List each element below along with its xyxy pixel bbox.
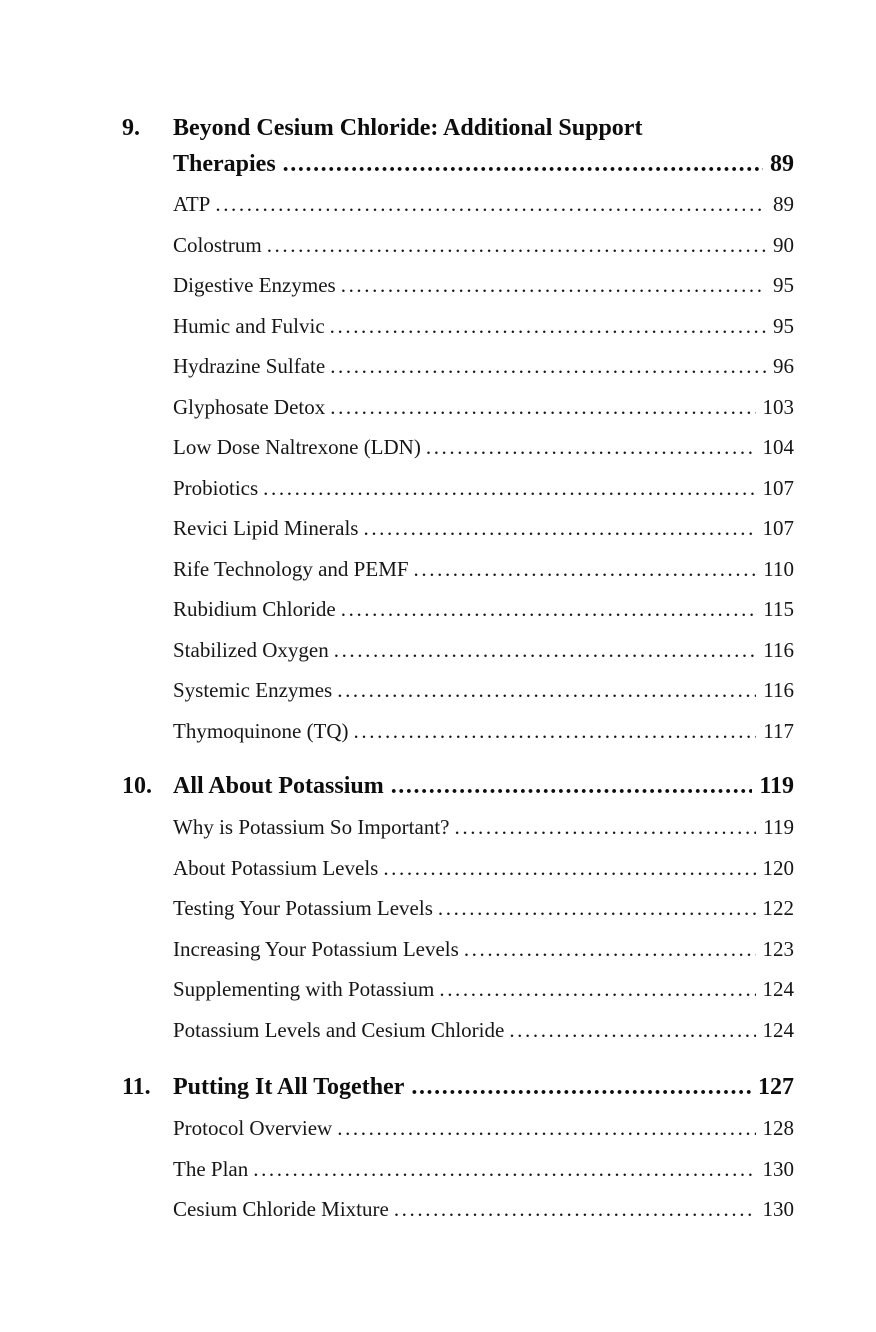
entry-title: Humic and Fulvic: [173, 313, 325, 338]
entry-title: Supplementing with Potassium: [173, 977, 435, 1001]
entry-title: Protocol Overview: [173, 1116, 333, 1140]
dot-leader: [330, 387, 755, 428]
entry-page-number: 122: [762, 896, 794, 920]
chapter-page-number: 127: [758, 1074, 794, 1100]
toc-entry[interactable]: [122, 969, 794, 1010]
entry-page-number: 96: [773, 354, 794, 378]
toc-entry[interactable]: [122, 508, 794, 549]
toc-entry[interactable]: [122, 346, 794, 387]
entry-title: Testing Your Potassium Levels: [173, 896, 433, 920]
dot-leader: [438, 888, 756, 929]
chapter-section-10: [122, 768, 794, 1050]
dot-leader: [414, 549, 757, 590]
chapter-heading-line1[interactable]: [122, 110, 794, 146]
entry-page-number: 128: [762, 1116, 794, 1140]
entry-title: Glyphosate Detox: [173, 394, 326, 419]
entry-title: Hydrazine Sulfate: [173, 354, 326, 378]
dot-leader: [253, 1149, 755, 1190]
entry-page-number: 117: [763, 718, 794, 743]
entry-title: About Potassium Levels: [173, 855, 379, 880]
entry-title: Colostrum: [173, 232, 262, 257]
dot-leader: [215, 184, 766, 225]
dot-leader: [337, 1108, 755, 1149]
toc-entry[interactable]: [122, 387, 794, 428]
toc-entry[interactable]: [122, 1108, 794, 1149]
entry-page-number: 124: [762, 977, 794, 1001]
chapter-title: Putting It All Together: [173, 1074, 405, 1100]
dot-leader: [354, 711, 757, 752]
toc-entry[interactable]: [122, 306, 794, 347]
entry-page-number: 123: [762, 936, 794, 961]
dot-leader: [341, 265, 766, 306]
dot-leader: [411, 1069, 751, 1105]
entry-page-number: 107: [762, 475, 794, 500]
dot-leader: [283, 146, 763, 182]
entry-title: The Plan: [173, 1156, 249, 1181]
toc-entry[interactable]: [122, 807, 794, 848]
entry-title: ATP: [173, 192, 211, 216]
chapter-title-line1: Beyond Cesium Chloride: Additional Support: [173, 115, 643, 141]
chapter-heading-line2[interactable]: [122, 146, 794, 182]
toc-entry[interactable]: [122, 711, 794, 752]
entry-page-number: 107: [762, 516, 794, 540]
dot-leader: [341, 589, 757, 630]
chapter-number: 9.: [122, 115, 140, 141]
entry-title: Why is Potassium So Important?: [173, 815, 450, 839]
entry-title: Low Dose Naltrexone (LDN): [173, 435, 421, 459]
entry-page-number: 95: [773, 313, 794, 338]
chapter-page-number: 89: [770, 151, 794, 177]
toc-entry[interactable]: [122, 848, 794, 889]
entry-page-number: 115: [763, 597, 794, 621]
dot-leader: [267, 225, 766, 266]
toc-entry[interactable]: [122, 929, 794, 970]
entry-page-number: 110: [763, 556, 794, 581]
dot-leader: [263, 468, 755, 509]
chapter-title-line2: Therapies: [173, 151, 276, 177]
entry-page-number: 90: [773, 232, 794, 257]
chapter-section-9: [122, 110, 794, 751]
dot-leader: [334, 630, 757, 671]
chapter-heading[interactable]: [122, 768, 794, 804]
entry-page-number: 124: [762, 1017, 794, 1042]
entry-page-number: 103: [762, 394, 794, 419]
toc-entry[interactable]: [122, 589, 794, 630]
toc-entry[interactable]: [122, 1189, 794, 1230]
entry-page-number: 120: [762, 855, 794, 880]
toc-entry[interactable]: [122, 1010, 794, 1051]
entry-title: Revici Lipid Minerals: [173, 516, 359, 540]
entry-title: Digestive Enzymes: [173, 273, 336, 297]
entry-title: Rife Technology and PEMF: [173, 556, 409, 581]
entry-title: Rubidium Chloride: [173, 597, 336, 621]
toc-entry[interactable]: [122, 1149, 794, 1190]
entry-page-number: 104: [762, 435, 794, 459]
dot-leader: [426, 427, 756, 468]
toc-entry[interactable]: [122, 225, 794, 266]
dot-leader: [330, 346, 766, 387]
toc-entry[interactable]: [122, 184, 794, 225]
toc-entry[interactable]: [122, 549, 794, 590]
chapter-section-11: [122, 1069, 794, 1230]
entry-title: Systemic Enzymes: [173, 678, 333, 702]
toc-entry[interactable]: [122, 427, 794, 468]
toc-entry[interactable]: [122, 265, 794, 306]
entry-page-number: 116: [763, 637, 794, 662]
entry-page-number: 89: [773, 192, 794, 216]
chapter-heading[interactable]: [122, 1069, 794, 1105]
chapter-entries: [122, 807, 794, 1050]
entry-page-number: 130: [762, 1156, 794, 1181]
dot-leader: [383, 848, 755, 889]
entry-title: Stabilized Oxygen: [173, 637, 329, 662]
entry-title: Thymoquinone (TQ): [173, 718, 349, 743]
chapter-number: 10.: [122, 773, 152, 799]
toc-entry[interactable]: [122, 670, 794, 711]
dot-leader: [394, 1189, 756, 1230]
toc-entry[interactable]: [122, 630, 794, 671]
entry-title: Potassium Levels and Cesium Chloride: [173, 1017, 505, 1042]
toc-entry[interactable]: [122, 888, 794, 929]
dot-leader: [439, 969, 755, 1010]
chapter-entries: [122, 184, 794, 751]
dot-leader: [337, 670, 756, 711]
dot-leader: [391, 768, 753, 804]
chapter-page-number: 119: [759, 773, 794, 799]
entry-title: Probiotics: [173, 475, 259, 500]
table-of-contents: [122, 110, 794, 1230]
entry-page-number: 116: [763, 678, 794, 702]
entry-page-number: 119: [763, 815, 794, 839]
chapter-title: All About Potassium: [173, 773, 384, 799]
dot-leader: [330, 306, 766, 347]
dot-leader: [455, 807, 757, 848]
dot-leader: [363, 508, 755, 549]
dot-leader: [464, 929, 756, 970]
chapter-entries: [122, 1108, 794, 1230]
dot-leader: [509, 1010, 755, 1051]
entry-title: Increasing Your Potassium Levels: [173, 936, 459, 961]
entry-page-number: 95: [773, 273, 794, 297]
toc-entry[interactable]: [122, 468, 794, 509]
chapter-number: 11.: [122, 1074, 151, 1100]
entry-title: Cesium Chloride Mixture: [173, 1197, 389, 1221]
entry-page-number: 130: [762, 1197, 794, 1221]
